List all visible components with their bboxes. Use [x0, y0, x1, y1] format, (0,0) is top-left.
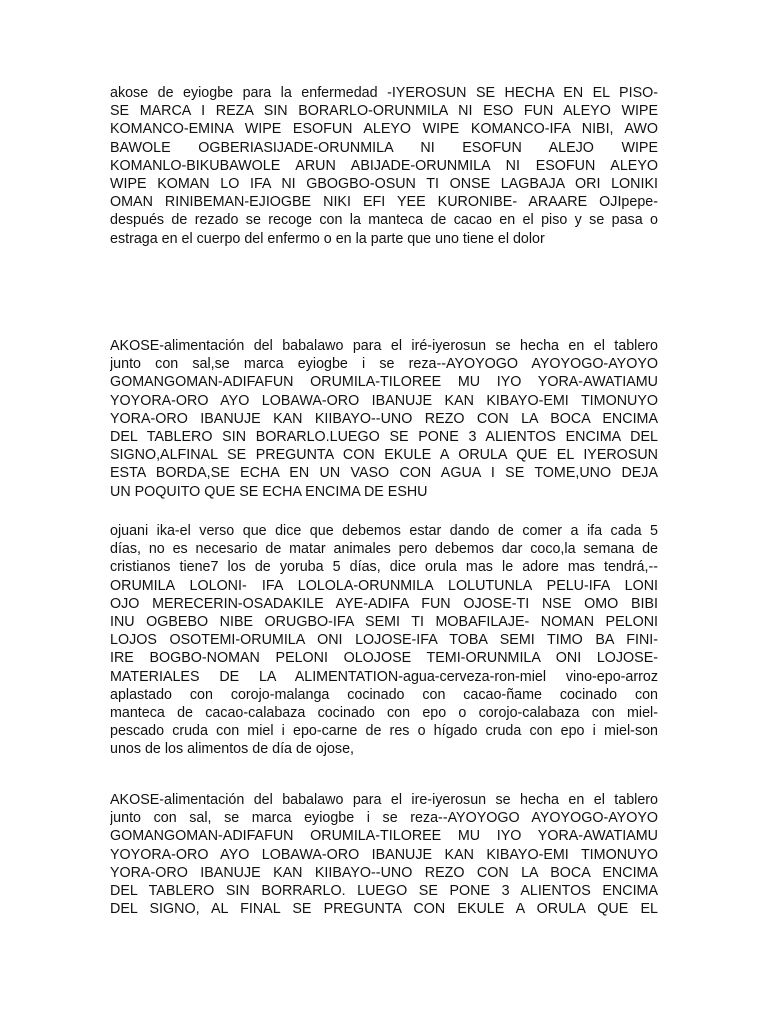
text-line: YORA-ORO IBANUJE KAN KIIBAYO--UNO REZO CON LA BOCA ENCIMA — [110, 410, 658, 427]
text-line: akose de eyiogbe para la enfermedad -IYEROSUN SE HECHA EN EL PISO- — [110, 85, 658, 101]
text-line: DEL TABLERO SIN BORRARLO. LUEGO SE PONE 3 ALIENTOS ENCIMA — [110, 882, 658, 899]
text-line: YOYORA-ORO AYO LOBAWA-ORO IBANUJE KAN KIBAYO-EMI TIMONUYO — [110, 846, 658, 863]
paragraph-ojuani-ika — [110, 522, 658, 758]
text-line: estraga en el cuerpo del enfermo o en la parte que uno tiene el dolor — [110, 230, 545, 247]
text-line: ORUMILA LOLONI- IFA LOLOLA-ORUNMILA LOLUTUNLA PELU-IFA LONI — [110, 577, 658, 594]
text-line: OJO MERECERIN-OSADAKILE AYE-ADIFA FUN OJOSE-TI NSE OMO BIBI — [110, 595, 658, 612]
text-line: DEL SIGNO, AL FINAL SE PREGUNTA CON EKULE A ORULA QUE EL — [110, 901, 658, 918]
text-line: AKOSE-alimentación del babalawo para el iré-iyerosun se hecha en el tablero — [110, 338, 658, 354]
text-line: DEL TABLERO SIN BORARLO.LUEGO SE PONE 3 ALIENTOS ENCIMA DEL — [110, 428, 658, 445]
text-line: UN POQUITO QUE SE ECHA ENCIMA DE ESHU — [110, 483, 428, 500]
text-line: MATERIALES DE LA ALIMENTATION-agua-cerveza-ron-miel vino-epo-arroz — [110, 668, 658, 685]
text-line: KOMANLO-BIKUBAWOLE ARUN ABIJADE-ORUNMILA NI ESOFUN ALEYO — [110, 157, 658, 174]
text-line: manteca de cacao-calabaza cocinado con epo o corojo-calabaza con miel- — [110, 704, 658, 721]
text-line: después de rezado se recoge con la manteca de cacao en el piso y se pasa o — [110, 212, 658, 229]
text-line: junto con sal, se marca eyiogbe i se reza--AYOYOGO AYOYOGO-AYOYO — [110, 810, 658, 827]
text-line: INU OGBEBO NIBE ORUGBO-IFA SEMI TI MOBAFILAJE- NOMAN PELONI — [110, 613, 658, 630]
text-line: ojuani ika-el verso que dice que debemos estar dando de comer a ifa cada 5 — [110, 523, 658, 539]
text-line: pescado cruda con miel i epo-carne de res o hígado cruda con epo i miel-son — [110, 723, 658, 740]
text-line: SIGNO,ALFINAL SE PREGUNTA CON EKULE A ORULA QUE EL IYEROSUN — [110, 447, 658, 464]
text-line: YORA-ORO IBANUJE KAN KIIBAYO--UNO REZO CON LA BOCA ENCIMA — [110, 864, 658, 881]
paragraph-akose-eyiogbe — [110, 84, 658, 248]
text-line: ESTA BORDA,SE ECHA EN UN VASO CON AGUA I SE TOME,UNO DEJA — [110, 465, 658, 482]
text-line: KOMANCO-EMINA WIPE ESOFUN ALEYO WIPE KOMANCO-IFA NIBI, AWO — [110, 121, 658, 138]
text-line: GOMANGOMAN-ADIFAFUN ORUMILA-TILOREE MU IYO YORA-AWATIAMU — [110, 828, 658, 845]
text-line: AKOSE-alimentación del babalawo para el ire-iyerosun se hecha en el tablero — [110, 792, 658, 808]
text-line: SE MARCA I REZA SIN BORARLO-ORUNMILA NI ESO FUN ALEYO WIPE — [110, 103, 658, 120]
text-line: IRE BOGBO-NOMAN PELONI OLOJOSE TEMI-ORUNMILA ONI LOJOSE- — [110, 650, 658, 667]
text-line: GOMANGOMAN-ADIFAFUN ORUMILA-TILOREE MU IYO YORA-AWATIAMU — [110, 374, 658, 391]
paragraph-akose-alimentacion-1 — [110, 337, 658, 501]
text-line: junto con sal,se marca eyiogbe i se reza--AYOYOGO AYOYOGO-AYOYO — [110, 356, 658, 373]
text-line: LOJOS OSOTEMI-ORUMILA ONI LOJOSE-IFA TOBA SEMI TIMO BA FINI- — [110, 632, 658, 649]
text-line: unos de los alimentos de día de ojose, — [110, 741, 355, 758]
text-line: BAWOLE OGBERIASIJADE-ORUNMILA NI ESOFUN ALEJO WIPE — [110, 139, 658, 156]
text-line: OMAN RINIBEMAN-EJIOGBE NIKI EFI YEE KURONIBE- ARAARE OJIpepe- — [110, 194, 658, 211]
text-line: WIPE KOMAN LO IFA NI GBOGBO-OSUN TI ONSE LAGBAJA ORI LONIKI — [110, 175, 658, 192]
text-line: aplastado con corojo-malanga cocinado con cacao-ñame cocinado con — [110, 686, 658, 703]
text-line: cristianos tiene7 los de yoruba 5 días, dice orula mas le adore mas tendrá,-- — [110, 559, 658, 576]
text-line: días, no es necesario de matar animales pero debemos dar coco,la semana de — [110, 541, 658, 558]
text-line: YOYORA-ORO AYO LOBAWA-ORO IBANUJE KAN KIBAYO-EMI TIMONUYO — [110, 392, 658, 409]
paragraph-akose-alimentacion-2 — [110, 791, 658, 918]
